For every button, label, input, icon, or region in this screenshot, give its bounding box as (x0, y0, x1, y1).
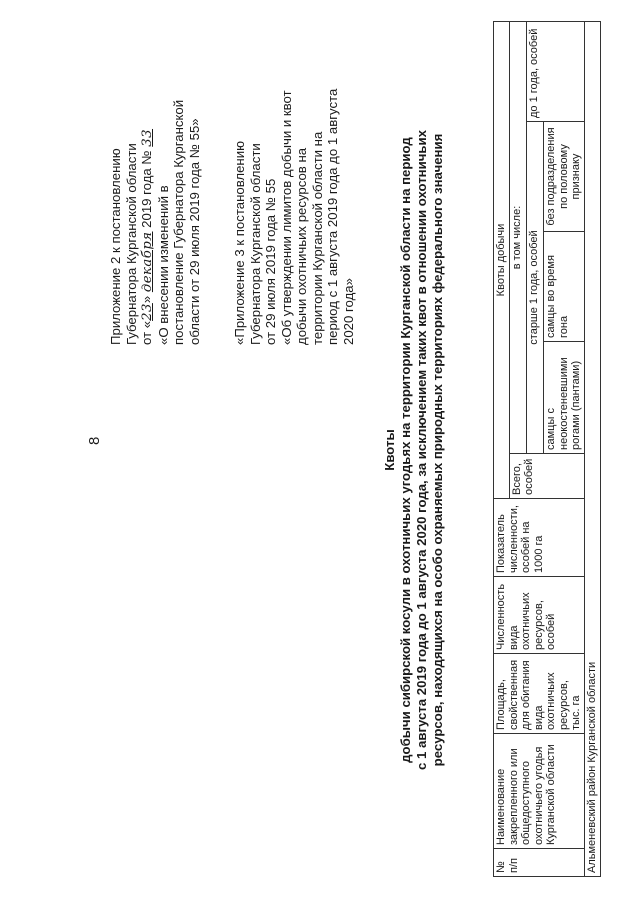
header-males-antlers: самцы с неокостеневшими рогами (пантами) (544, 342, 585, 454)
appendix-3-header (232, 45, 356, 345)
page-number: 8 (86, 436, 103, 445)
appendix-2-line: Губернатора Курганской области (123, 143, 139, 345)
header-density: Показатель численности, особей на 1000 га (494, 499, 585, 577)
header-under-one: до 1 года, особей (526, 21, 584, 121)
header-count: Численность вида охотничьих ресурсов, особей (494, 577, 585, 654)
appendix-3-line: период с 1 августа 2019 года до 1 августа (325, 88, 340, 345)
quota-table (493, 21, 601, 877)
appendix-3-line: территории Курганской области на (309, 131, 325, 345)
date-day-handwritten: 23 (140, 303, 155, 321)
appendix-3-line: 2020 года» (340, 278, 356, 345)
title-line: ресурсов, находящихся на особо охраняемых природных территориях федерального значения (430, 133, 445, 767)
document-title (382, 15, 446, 885)
appendix-3-line: добычи охотничьих ресурсов на (294, 147, 309, 345)
header-males-rut: самцы во время гона (544, 232, 585, 342)
appendix-3-line: «Приложение 3 к постановлению (232, 141, 247, 345)
date-number-handwritten: 33 (140, 128, 155, 147)
header-no-sex: без подразделения по половому признаку (544, 122, 585, 232)
header-including: в том числе: (509, 21, 526, 453)
title-line: добычи сибирской косули в охотничьих угодьях на территории Курганской области на период (398, 137, 413, 763)
title-line: с 1 августа 2019 года до 1 августа 2020 года, за исключением таких квот в отношении охотничьих (414, 130, 429, 770)
appendix-3-line: Губернатора Курганской области (247, 143, 263, 345)
region-row: Альменевский район Курганской области (584, 21, 600, 876)
header-older: старше 1 года, особей (526, 122, 543, 454)
appendix-2-header (108, 45, 202, 345)
date-year: 2019 года № (139, 150, 154, 232)
date-month-handwritten: декабря (140, 231, 155, 293)
date-mid: » (139, 292, 154, 304)
appendix-3-line: «Об утверждении лимитов добычи и квот (278, 90, 294, 345)
header-area: Площадь, свойственная для обитания вида охотничьих ресурсов, тыс. га (494, 654, 585, 734)
appendix-2-line: постановление Губернатора Курганской (171, 99, 186, 345)
appendix-2-line: «О внесении изменений в (155, 185, 171, 345)
appendix-2-line: области от 29 июля 2019 года № 55» (186, 118, 202, 345)
header-name: Наименование закрепленного или общедоступного охотничьего угодья Курганской области (494, 734, 585, 849)
header-total: Всего, особей (509, 454, 584, 499)
title-heading: Квоты (382, 429, 397, 471)
date-prefix: от « (139, 320, 154, 345)
appendix-3-line: от 29 июля 2019 года № 55 (263, 178, 278, 345)
header-quotas: Квоты добычи (494, 21, 510, 498)
header-num: № п/п (494, 849, 585, 877)
appendix-2-line: Приложение 2 к постановлению (108, 148, 123, 345)
appendix-2-date-line (139, 45, 156, 345)
